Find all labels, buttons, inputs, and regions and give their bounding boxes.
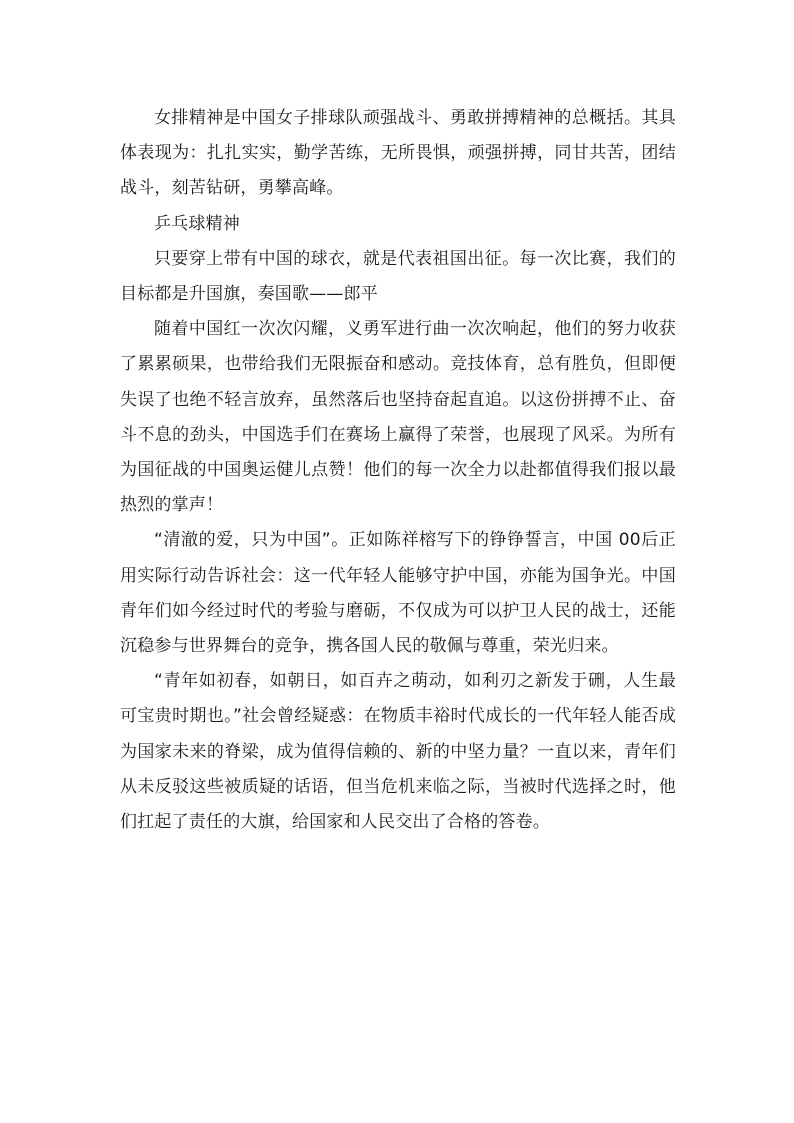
paragraph-table-tennis-heading: 乒乓球精神 (154, 213, 240, 234)
document-page (120, 101, 676, 840)
paragraph-women-volleyball-spirit: 女排精神是中国女子排球队顽强战斗、勇敢拼搏精神的总概括。其具体表现为：扎扎实实，勤学苦练，无所畏惧，顽强拼搏，同甘共苦，团结战斗，刻苦钻研，勇攀高峰。 (120, 108, 676, 199)
paragraph-olympic-athletes: 随着中国红一次次闪耀，义勇军进行曲一次次响起，他们的努力收获了累累硕果，也带给我们无限振奋和感动。竞技体育，总有胜负，但即便失误了也绝不轻言放弃，虽然落后也坚持奋起直追。以这份拼搏不止、奋斗不息的劲头，中国选手们在赛场上赢得了荣誉，也展现了风采。为所有为国征战的中国奥运健儿点赞！他们的每一次全力以赴都值得我们报以最热烈的掌声！ (120, 319, 676, 516)
paragraph-youth-like-spring: “青年如初春，如朝日，如百卉之萌动，如利刃之新发于硎，人生最可宝贵时期也。”社会曾经疑惑：在物质丰裕时代成长的一代年轻人能否成为国家未来的脊梁，成为值得信赖的、新的中坚力量？一直以来，青年们从未反驳这些被质疑的话语，但当危机来临之际，当被时代选择之时，他们扛起了责任的大旗，给国家和人民交出了合格的答卷。 (120, 671, 676, 833)
paragraph-clear-love-for-china: “清澈的爱，只为中国”。正如陈祥榕写下的铮铮誓言，中国 00后正用实际行动告诉社会：这一代年轻人能够守护中国，亦能为国争光。中国青年们如今经过时代的考验与磨砺，不仅成为可以护卫人民的战士，还能沉稳参与世界舞台的竞争，携各国人民的敬佩与尊重，荣光归来。 (120, 530, 676, 657)
paragraph-lang-ping-quote: 只要穿上带有中国的球衣，就是代表祖国出征。每一次比赛，我们的目标都是升国旗，奏国歌——郎平 (120, 248, 676, 305)
